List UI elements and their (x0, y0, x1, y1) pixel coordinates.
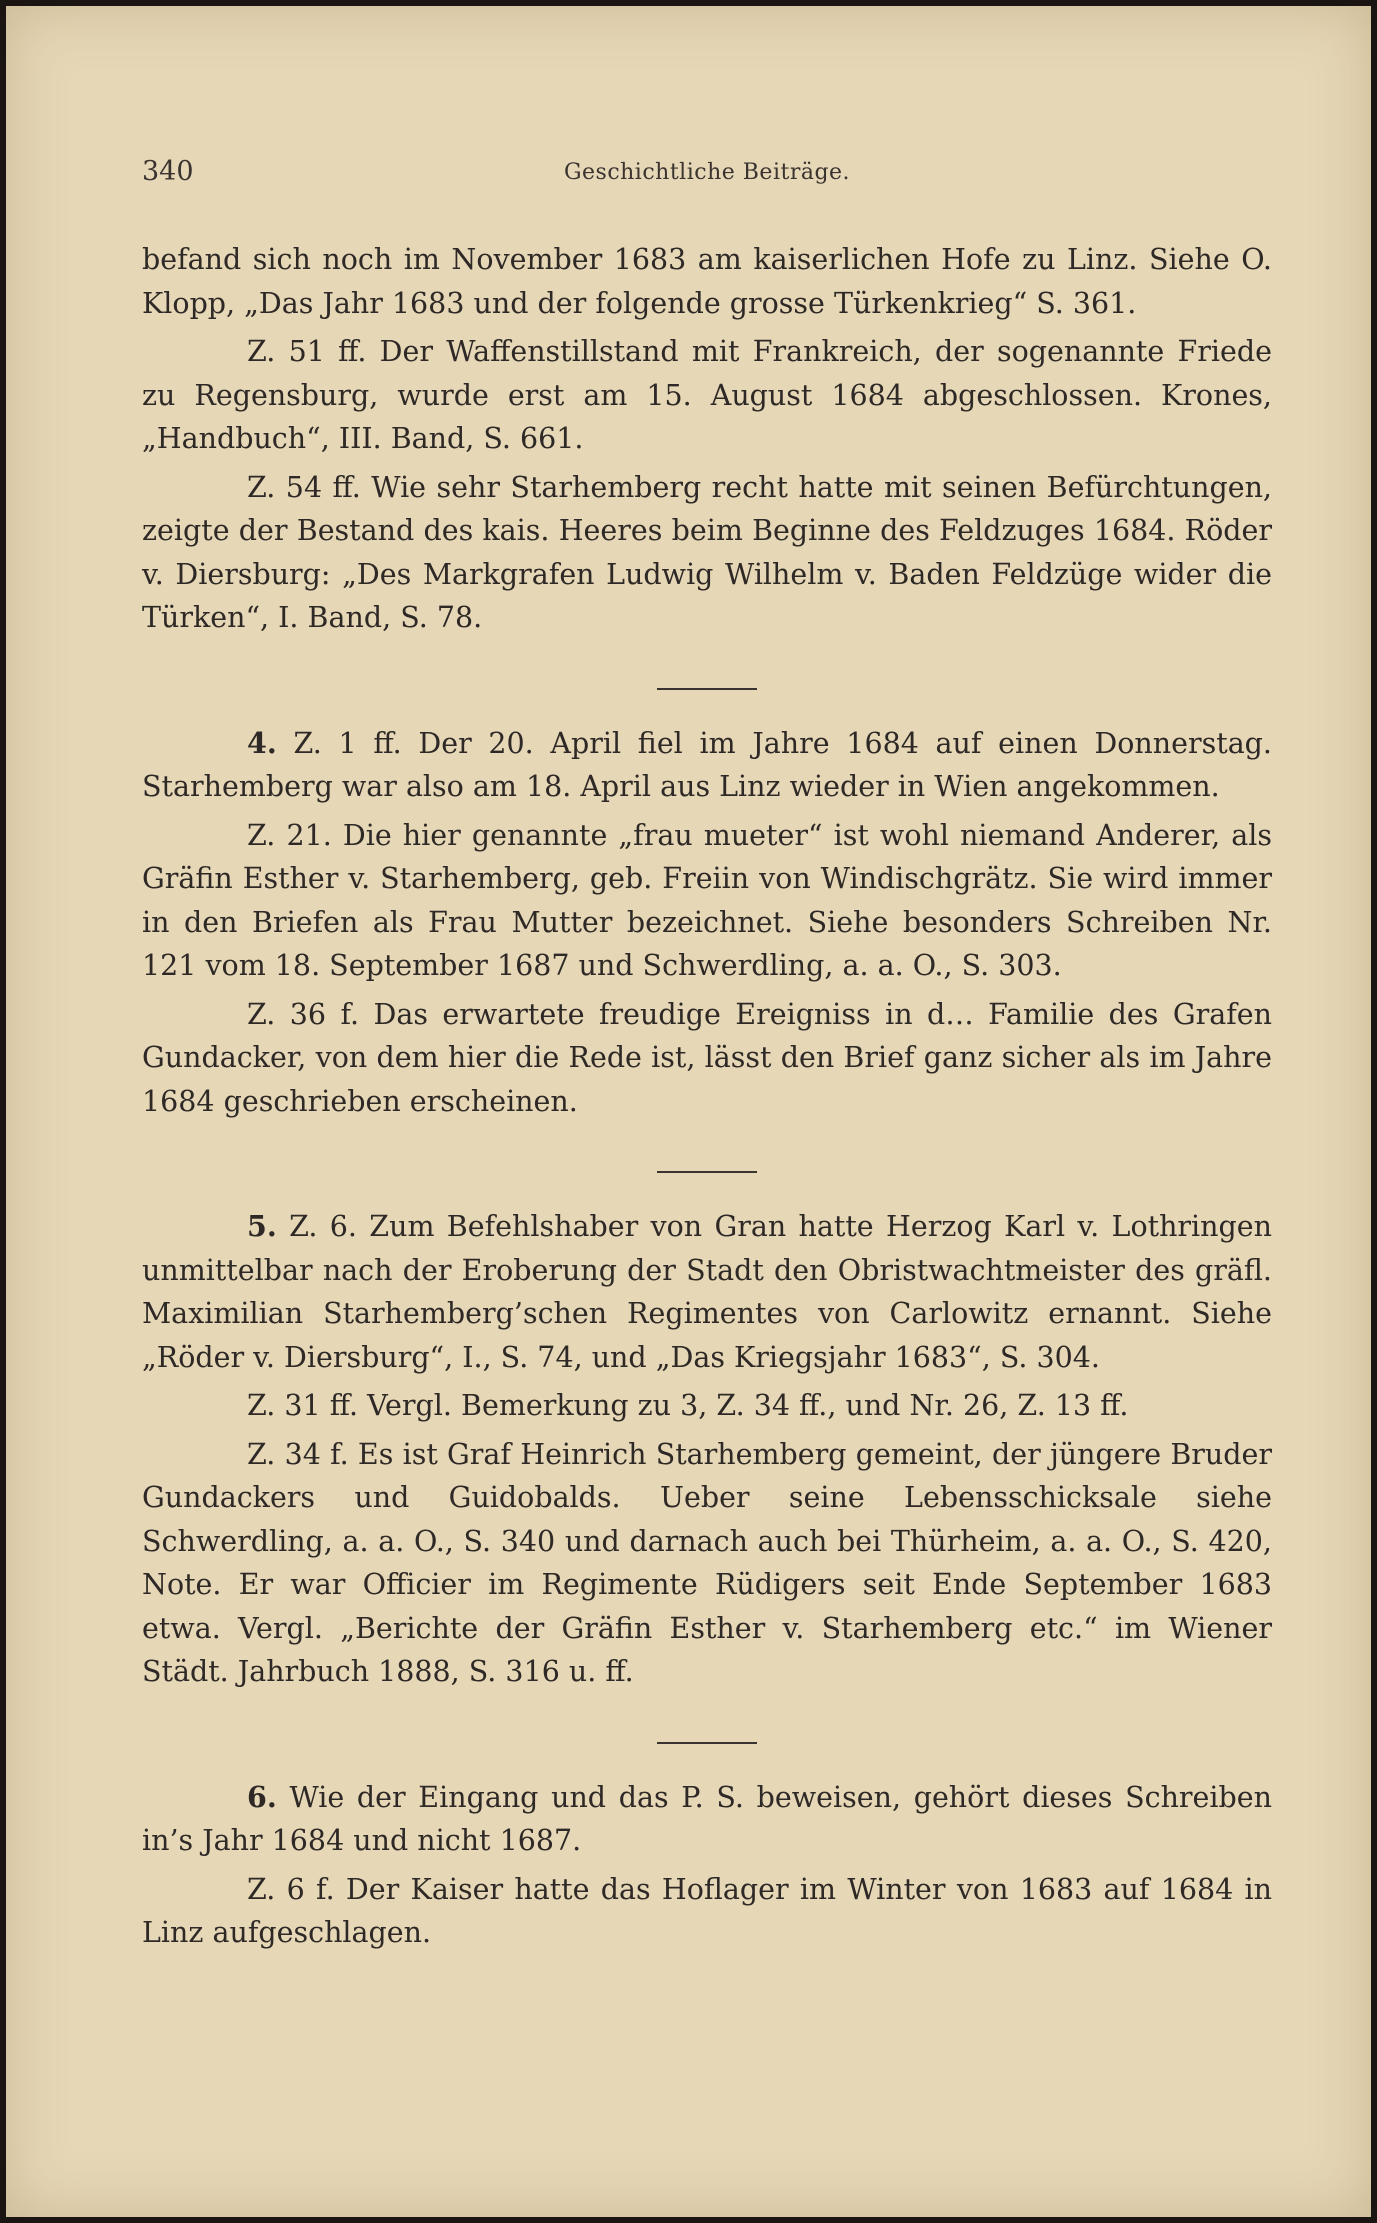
paragraph: Z. 6 f. Der Kaiser hatte das Hoflager im Winter von 1683 auf 1684 in Linz aufgeschlagen. (142, 1872, 1272, 1949)
paragraph: Z. 36 f. Das erwartete freudige Ereigniss in d… Familie des Grafen Gundacker, von dem hier die Rede ist, lässt den Brief ganz sicher als im Jahre 1684 geschrieben erscheinen. (142, 997, 1272, 1118)
section-divider (657, 1742, 757, 1744)
section-number: 6. (247, 1779, 277, 1814)
paragraph: Z. 51 ff. Der Waffenstillstand mit Frankreich, der sogenannte Friede zu Regensburg, wurde erst am 15. August 1684 abgeschlossen. Krones, „Handbuch“, III. Band, S. 661. (142, 335, 1272, 455)
running-title: Geschichtliche Beiträge. (563, 160, 851, 185)
paragraph: Z. 34 f. Es ist Graf Heinrich Starhemberg gemeint, der jüngere Bruder Gundackers und Guidobalds. Ueber seine Lebensschicksale siehe Schwerdling, a. a. O., S. 340 und darnach auch bei Thürheim, a. a. O., S. 420, Note. Er war Officier im Regimente Rüdigers seit Ende September 1683 etwa. Vergl. „Berichte der Gräfin Esther v. Starhemberg etc.“ im Wiener Städt. Jahrbuch 1888, S. 316 u. ff. (142, 1437, 1272, 1688)
page-header (142, 156, 1272, 196)
paragraph (142, 722, 1272, 809)
scanned-page (6, 6, 1371, 2217)
section-number: 4. (247, 725, 277, 760)
paragraph: Z. 21. Die hier genannte „frau mueter“ ist wohl niemand Anderer, als Gräfin Esther v. Starhemberg, geb. Freiin von Windischgrätz. Sie wird immer in den Briefen als Frau Mutter bezeichnet. Siehe besonders Schreiben Nr. 121 vom 18. September 1687 und Schwerdling, a. a. O., S. 303. (142, 818, 1272, 982)
paragraph: Z. 31 ff. Vergl. Bemerkung zu 3, Z. 34 ff., und Nr. 26, Z. 13 ff. (247, 1389, 1129, 1422)
paragraph (142, 1776, 1272, 1863)
paragraph-text: Z. 1 ff. Der 20. April fiel im Jahre 1684 auf einen Donnerstag. Starhemberg war also am 18. April aus Linz wieder in Wien angekommen. (142, 726, 1272, 803)
paragraph (142, 1205, 1272, 1379)
paragraph-text: Wie der Eingang und das P. S. beweisen, gehört dieses Schreiben in’s Jahr 1684 und nicht 1687. (142, 1780, 1273, 1857)
paragraph: befand sich noch im November 1683 am kaiserlichen Hofe zu Linz. Siehe O. Klopp, „Das Jahr 1683 und der folgende grosse Türkenkrieg“ S. 361. (142, 243, 1272, 320)
section-divider (657, 688, 757, 690)
page-number: 340 (142, 156, 194, 187)
paragraph-text: Z. 6. Zum Befehlshaber von Gran hatte Herzog Karl v. Lothringen unmittelbar nach der Eroberung der Stadt den Obristwachtmeister des gräfl. Maximilian Starhemberg’schen Regimentes von Carlowitz ernannt. Siehe „Röder v. Diersburg“, I., S. 74, und „Das Kriegsjahr 1683“, S. 304. (142, 1210, 1272, 1374)
body-text (142, 238, 1272, 1955)
section-number: 5. (247, 1209, 277, 1243)
section-divider (657, 1171, 757, 1173)
paragraph: Z. 54 ff. Wie sehr Starhemberg recht hatte mit seinen Befürchtungen, zeigte der Bestand des kais. Heeres beim Beginne des Feldzuges 1684. Röder v. Diersburg: „Des Markgrafen Ludwig Wilhelm v. Baden Feldzüge wider die Türken“, I. Band, S. 78. (142, 470, 1272, 634)
